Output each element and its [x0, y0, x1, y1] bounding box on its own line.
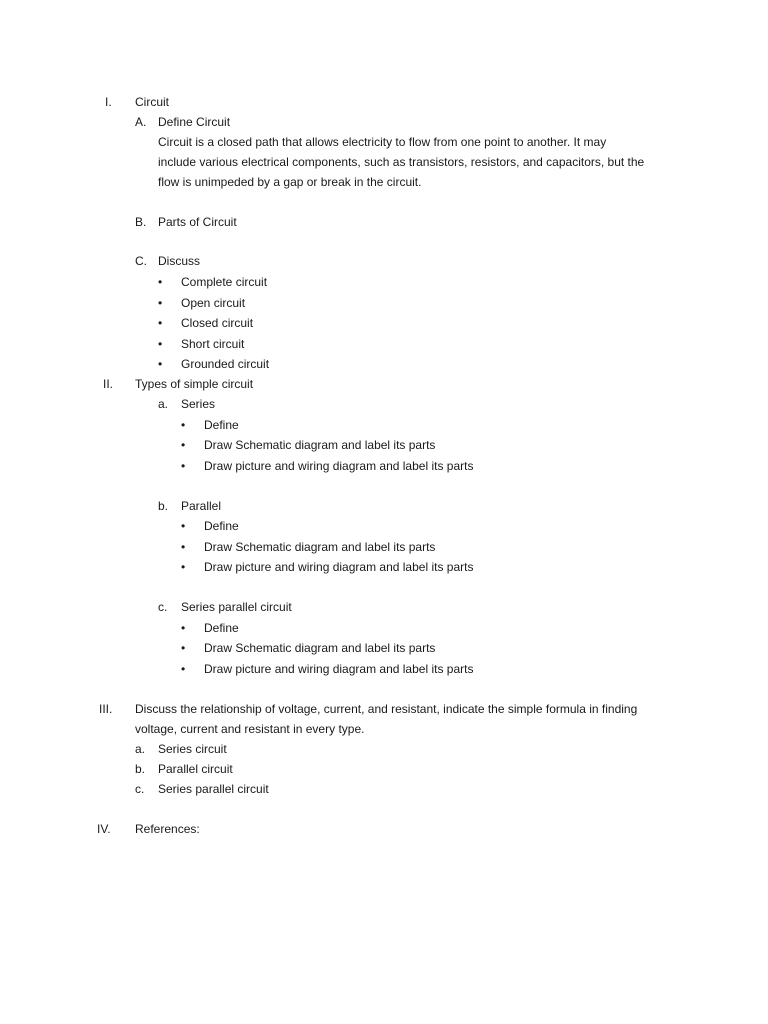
list-item: Short circuit	[181, 337, 245, 351]
subsection-2a-marker: a.	[158, 397, 169, 411]
subsection-1c-marker: C.	[135, 254, 147, 268]
subsection-2b-title: Parallel	[181, 499, 222, 513]
item-3a-marker: a.	[135, 742, 146, 756]
list-item: Complete circuit	[181, 275, 268, 289]
definition-line-1: Circuit is a closed path that allows electricity to flow from one point to another. It may	[158, 135, 607, 149]
definition-line-2: include various electrical components, such as transistors, resistors, and capacitors, but the	[158, 155, 645, 169]
section-1-numeral: I.	[105, 95, 112, 109]
section-3-numeral: III.	[99, 702, 113, 716]
list-item: Draw picture and wiring diagram and label its parts	[204, 662, 474, 676]
item-3a-text: Series circuit	[158, 742, 227, 756]
bullet-icon: •	[158, 316, 163, 330]
list-item: Define	[204, 621, 239, 635]
bullet-icon: •	[181, 641, 186, 655]
bullet-icon: •	[158, 357, 163, 371]
bullet-icon: •	[181, 621, 186, 635]
bullet-icon: •	[181, 418, 186, 432]
section-4-title: References:	[135, 822, 200, 836]
bullet-icon: •	[158, 275, 163, 289]
subsection-2c-marker: c.	[158, 600, 168, 614]
list-item: Grounded circuit	[181, 357, 270, 371]
bullet-icon: •	[158, 337, 163, 351]
section-1-title: Circuit	[135, 95, 170, 109]
bullet-icon: •	[181, 662, 186, 676]
list-item: Draw picture and wiring diagram and label its parts	[204, 560, 474, 574]
bullet-icon: •	[181, 438, 186, 452]
item-3b-text: Parallel circuit	[158, 762, 233, 776]
list-item: Define	[204, 519, 239, 533]
list-item: Open circuit	[181, 296, 246, 310]
subsection-2c-title: Series parallel circuit	[181, 600, 292, 614]
bullet-icon: •	[181, 560, 186, 574]
list-item: Draw Schematic diagram and label its parts	[204, 540, 436, 554]
section-3-title-line-1: Discuss the relationship of voltage, current, and resistant, indicate the simple formula in finding	[135, 702, 638, 716]
bullet-icon: •	[181, 540, 186, 554]
section-3-title-line-2: voltage, current and resistant in every type.	[135, 722, 365, 736]
list-item: Define	[204, 418, 239, 432]
item-3c-text: Series parallel circuit	[158, 782, 269, 796]
section-4-numeral: IV.	[97, 822, 111, 836]
subsection-1a-title: Define Circuit	[158, 115, 231, 129]
subsection-2a-title: Series	[181, 397, 216, 411]
list-item: Closed circuit	[181, 316, 254, 330]
list-item: Draw Schematic diagram and label its parts	[204, 438, 436, 452]
item-3b-marker: b.	[135, 762, 146, 776]
list-item: Draw Schematic diagram and label its parts	[204, 641, 436, 655]
bullet-icon: •	[181, 459, 186, 473]
section-2-title: Types of simple circuit	[135, 377, 254, 391]
subsection-1b-marker: B.	[135, 215, 147, 229]
subsection-1a-marker: A.	[135, 115, 147, 129]
definition-line-3: flow is unimpeded by a gap or break in the circuit.	[158, 175, 422, 189]
list-item: Draw picture and wiring diagram and label its parts	[204, 459, 474, 473]
subsection-1b-title: Parts of Circuit	[158, 215, 237, 229]
section-2-numeral: II.	[103, 377, 114, 391]
bullet-icon: •	[181, 519, 186, 533]
subsection-2b-marker: b.	[158, 499, 169, 513]
bullet-icon: •	[158, 296, 163, 310]
item-3c-marker: c.	[135, 782, 145, 796]
subsection-1c-title: Discuss	[158, 254, 201, 268]
